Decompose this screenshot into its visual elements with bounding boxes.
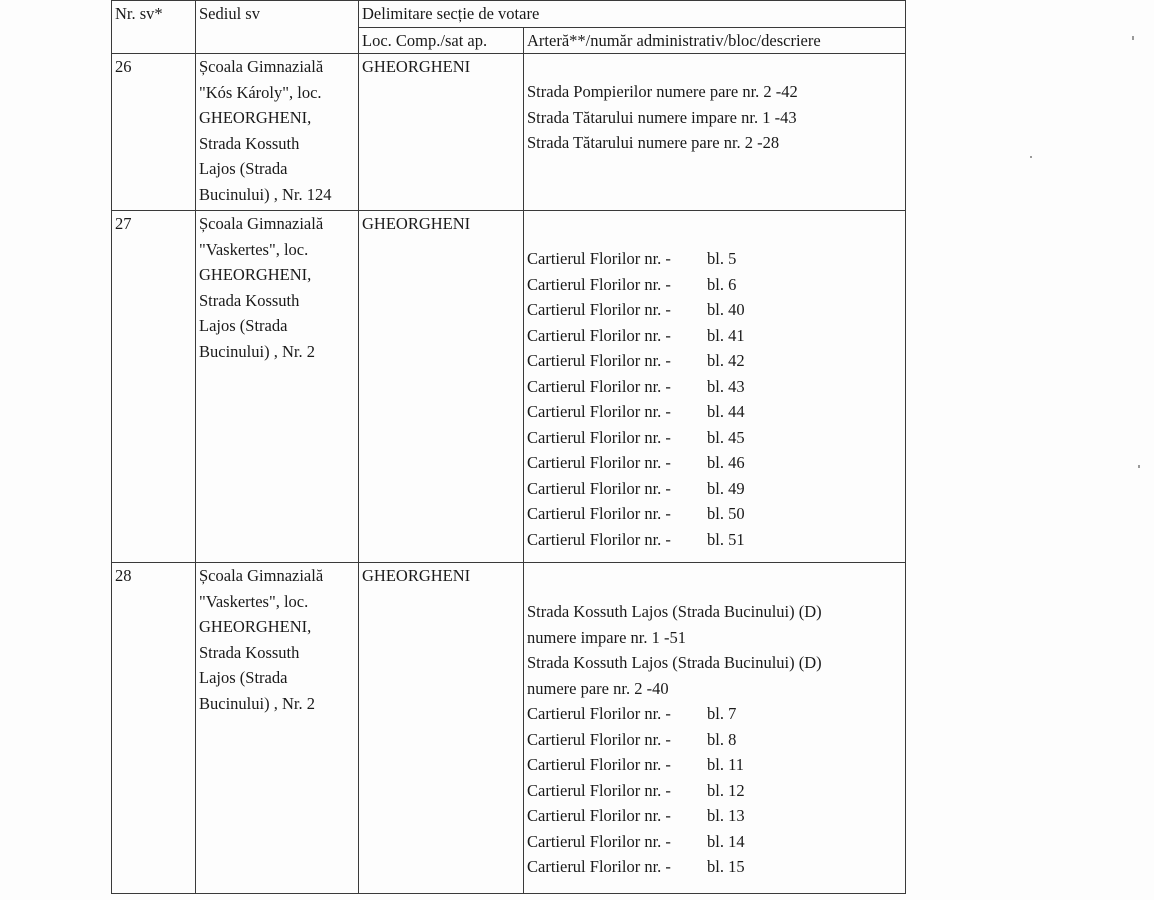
block-label: Cartierul Florilor nr. - xyxy=(527,376,671,396)
street-line: Strada Kossuth Lajos (Strada Bucinului) (D) xyxy=(527,653,822,672)
block-line xyxy=(527,527,905,553)
block-number: bl. 6 xyxy=(707,274,737,294)
sediu-line: Strada Kossuth xyxy=(199,290,300,310)
block-line xyxy=(527,854,905,880)
block-label: Cartierul Florilor nr. - xyxy=(527,857,671,876)
sediu-line: Școala Gimnazială xyxy=(199,214,324,233)
street-line: numere pare nr. 2 -40 xyxy=(527,678,669,698)
header-artera: Arteră**/număr administrativ/bloc/descriere xyxy=(524,27,906,54)
block-line xyxy=(527,323,905,349)
header-loc-comp: Loc. Comp./sat ap. xyxy=(359,27,524,54)
row-nr: 28 xyxy=(112,563,196,894)
sediu-line: GHEORGHENI, xyxy=(199,617,312,636)
scan-artifact xyxy=(1030,156,1032,158)
block-label: Cartierul Florilor nr. - xyxy=(527,402,671,421)
row-sediu xyxy=(196,563,359,894)
street-line: Strada Tătarului numere impare nr. 1 -43 xyxy=(527,107,797,127)
block-number: bl. 44 xyxy=(707,402,745,421)
block-number: bl. 49 xyxy=(707,478,745,498)
block-line xyxy=(527,752,905,778)
sediu-line: "Vaskertes", loc. xyxy=(199,591,309,611)
block-number: bl. 12 xyxy=(707,780,745,800)
sediu-line: Școala Gimnazială xyxy=(199,566,324,585)
scan-artifact xyxy=(1132,36,1134,40)
block-line xyxy=(527,374,905,400)
street-line: Strada Pompierilor numere pare nr. 2 -42 xyxy=(527,82,798,101)
sediu-line: Lajos (Strada xyxy=(199,316,288,335)
row-loc: GHEORGHENI xyxy=(359,54,524,211)
sediu-line: Strada Kossuth xyxy=(199,133,300,153)
header-delimitare: Delimitare secție de votare xyxy=(359,1,906,28)
block-line xyxy=(527,778,905,804)
row-nr: 26 xyxy=(112,54,196,211)
street-line: numere impare nr. 1 -51 xyxy=(527,627,686,647)
table-row xyxy=(112,211,906,563)
block-number: bl. 50 xyxy=(707,504,745,523)
block-line xyxy=(527,399,905,425)
block-label: Cartierul Florilor nr. - xyxy=(527,300,671,319)
sediu-line: GHEORGHENI, xyxy=(199,108,312,127)
block-label: Cartierul Florilor nr. - xyxy=(527,729,671,749)
block-line xyxy=(527,348,905,374)
row-loc: GHEORGHENI xyxy=(359,211,524,563)
block-number: bl. 14 xyxy=(707,831,745,851)
block-number: bl. 42 xyxy=(707,351,745,370)
block-label: Cartierul Florilor nr. - xyxy=(527,427,671,447)
row-artere xyxy=(524,54,906,211)
row-loc: GHEORGHENI xyxy=(359,563,524,894)
table-header-row xyxy=(112,1,906,28)
street-line: Strada Tătarului numere pare nr. 2 -28 xyxy=(527,133,780,152)
block-number: bl. 43 xyxy=(707,376,745,396)
block-line xyxy=(527,450,905,476)
block-line xyxy=(527,272,905,298)
sediu-line: Bucinului) , Nr. 2 xyxy=(199,693,315,713)
block-number: bl. 5 xyxy=(707,249,737,268)
block-line xyxy=(527,476,905,502)
row-sediu xyxy=(196,54,359,211)
row-artere xyxy=(524,211,906,563)
block-number: bl. 11 xyxy=(707,755,744,774)
block-label: Cartierul Florilor nr. - xyxy=(527,351,671,370)
header-nr-sv: Nr. sv* xyxy=(112,1,196,54)
sediu-line: Bucinului) , Nr. 2 xyxy=(199,341,315,361)
block-label: Cartierul Florilor nr. - xyxy=(527,806,671,825)
block-line xyxy=(527,501,905,527)
sediu-line: Lajos (Strada xyxy=(199,159,288,178)
row-sediu xyxy=(196,211,359,563)
header-sediul-sv: Sediul sv xyxy=(196,1,359,54)
sediu-line: "Kós Károly", loc. xyxy=(199,82,322,102)
block-label: Cartierul Florilor nr. - xyxy=(527,755,671,774)
polling-sections-table xyxy=(111,0,906,894)
sediu-line: Lajos (Strada xyxy=(199,668,288,687)
row-artere xyxy=(524,563,906,894)
block-label: Cartierul Florilor nr. - xyxy=(527,274,671,294)
sediu-line: Strada Kossuth xyxy=(199,642,300,662)
block-line xyxy=(527,727,905,753)
block-number: bl. 51 xyxy=(707,529,745,549)
block-line xyxy=(527,803,905,829)
block-number: bl. 41 xyxy=(707,325,745,345)
block-number: bl. 13 xyxy=(707,806,745,825)
block-label: Cartierul Florilor nr. - xyxy=(527,249,671,268)
block-label: Cartierul Florilor nr. - xyxy=(527,478,671,498)
block-label: Cartierul Florilor nr. - xyxy=(527,325,671,345)
sediu-line: Bucinului) , Nr. 124 xyxy=(199,184,332,204)
row-nr: 27 xyxy=(112,211,196,563)
block-line xyxy=(527,297,905,323)
street-line: Strada Kossuth Lajos (Strada Bucinului) (D) xyxy=(527,602,822,621)
table-row xyxy=(112,563,906,894)
block-number: bl. 8 xyxy=(707,729,737,749)
block-label: Cartierul Florilor nr. - xyxy=(527,831,671,851)
scan-artifact xyxy=(1138,465,1140,468)
sediu-line: GHEORGHENI, xyxy=(199,265,312,284)
block-number: bl. 40 xyxy=(707,300,745,319)
block-label: Cartierul Florilor nr. - xyxy=(527,704,671,723)
table-row xyxy=(112,54,906,211)
sediu-line: Școala Gimnazială xyxy=(199,57,324,76)
block-number: bl. 7 xyxy=(707,704,737,723)
block-line xyxy=(527,701,905,727)
sediu-line: "Vaskertes", loc. xyxy=(199,239,309,259)
block-label: Cartierul Florilor nr. - xyxy=(527,529,671,549)
block-label: Cartierul Florilor nr. - xyxy=(527,780,671,800)
block-label: Cartierul Florilor nr. - xyxy=(527,504,671,523)
block-number: bl. 46 xyxy=(707,453,745,472)
block-number: bl. 45 xyxy=(707,427,745,447)
block-line xyxy=(527,425,905,451)
block-line xyxy=(527,829,905,855)
block-number: bl. 15 xyxy=(707,857,745,876)
block-line xyxy=(527,246,905,272)
block-label: Cartierul Florilor nr. - xyxy=(527,453,671,472)
